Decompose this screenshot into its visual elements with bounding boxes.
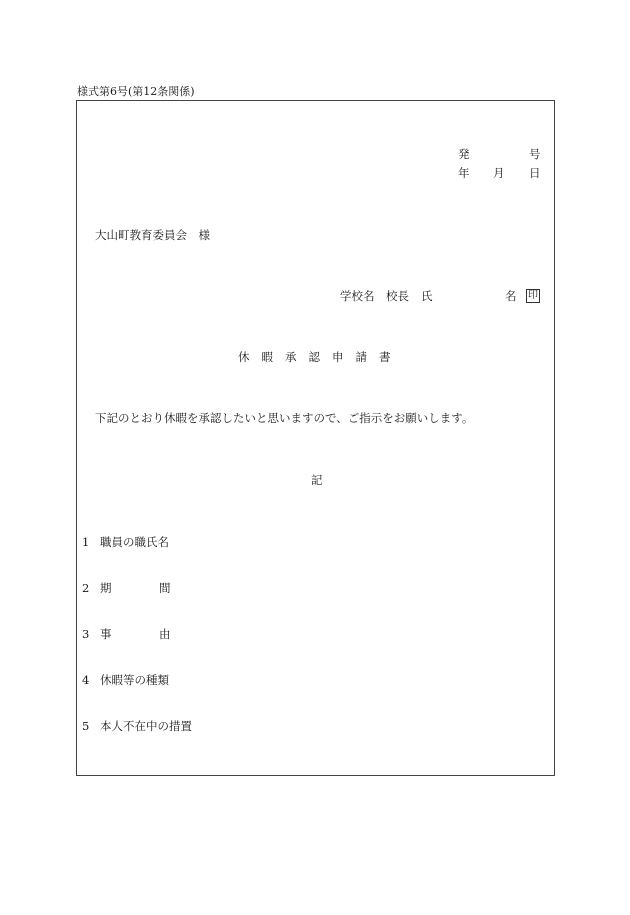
year-char: 年: [458, 166, 470, 180]
item-2-number: 2: [82, 581, 90, 595]
mei-char: 名: [505, 289, 517, 303]
item-4-number: 4: [82, 673, 90, 687]
item-1-number: 1: [82, 535, 90, 549]
principal-label: 校長: [386, 289, 409, 303]
school-name-label: 学校名: [340, 289, 375, 303]
month-char: 月: [493, 166, 505, 180]
item-2-label-a: 期: [100, 581, 112, 595]
item-3-label-a: 事: [100, 627, 112, 641]
form-number-label: 様式第6号(第12条関係): [77, 85, 195, 98]
document-title: 休暇承認申請書: [238, 350, 403, 364]
number-char: 号: [529, 147, 541, 161]
item-1-label: 職員の職氏名: [100, 535, 169, 549]
item-4-label: 休暇等の種類: [100, 673, 169, 687]
ki-heading: 記: [311, 473, 323, 487]
item-5-label: 本人不在中の措置: [100, 719, 192, 733]
item-3-label-b: 由: [159, 627, 171, 641]
shi-char: 氏: [421, 289, 433, 303]
issue-char: 発: [458, 147, 470, 161]
item-5-number: 5: [82, 719, 90, 733]
item-2-label-b: 間: [159, 581, 171, 595]
item-3-number: 3: [82, 627, 90, 641]
seal-mark: 印: [528, 290, 538, 301]
day-char: 日: [529, 166, 541, 180]
addressee: 大山町教育委員会 様: [95, 228, 210, 242]
intro-text: 下記のとおり休暇を承認したいと思いますので、ご指示をお願いします。: [95, 411, 474, 425]
